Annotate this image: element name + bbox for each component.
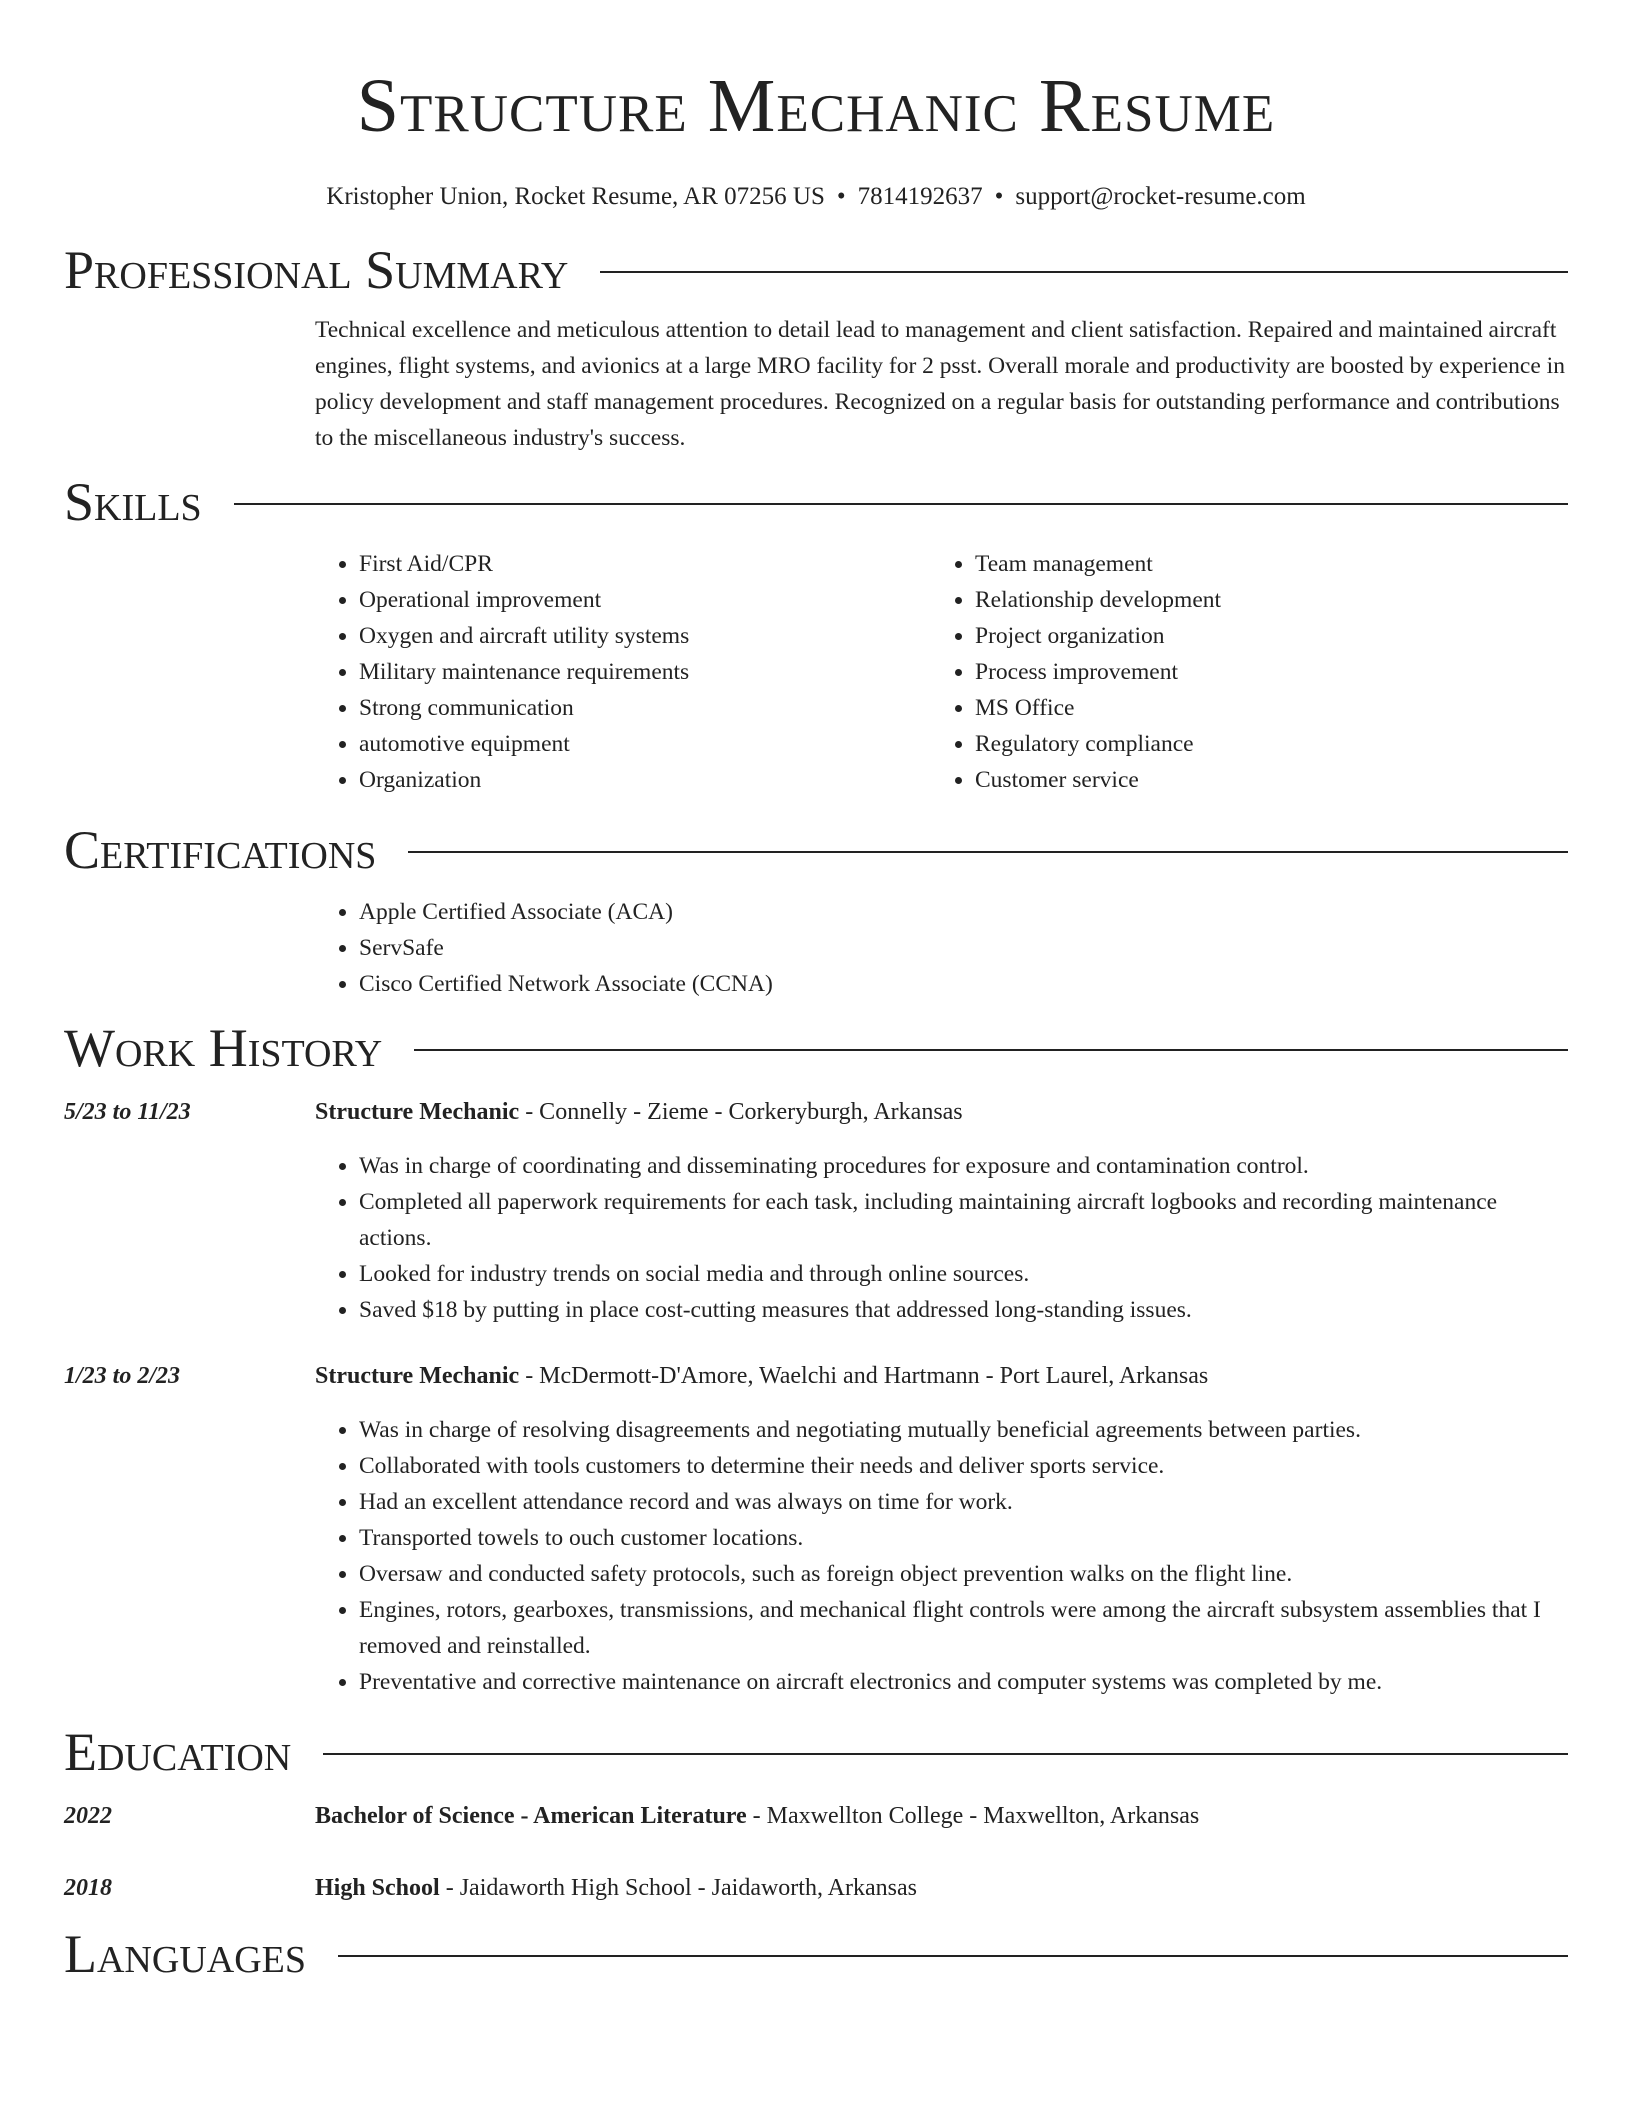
education-year: 2018 (64, 1875, 112, 1901)
contact-separator: • (836, 183, 846, 210)
skills-column-right (931, 546, 1547, 798)
languages-section (64, 1922, 1568, 1986)
certifications-list-wrap (315, 894, 1568, 1002)
certification-item: • ServSafe (359, 930, 1568, 966)
skills-list-left (315, 546, 931, 798)
skills-heading: Skills (64, 472, 202, 532)
summary-header (64, 238, 1568, 302)
skill-item: • Relationship development (975, 582, 1547, 618)
section-divider (408, 851, 1568, 853)
certifications-heading: Certifications (64, 820, 377, 880)
job-bullet: • Had an excellent attendance record and was always on time for work. (359, 1484, 1568, 1520)
work-history-header (64, 1016, 1568, 1080)
skill-item: • Regulatory compliance (975, 726, 1547, 762)
skills-header (64, 470, 1568, 534)
skill-item: • Process improvement (975, 654, 1547, 690)
summary-section (64, 238, 1568, 456)
job-bullet: • Was in charge of coordinating and disseminating procedures for exposure and contamination control. (359, 1148, 1568, 1184)
contact-address: Kristopher Union, Rocket Resume, AR 07256 US (326, 183, 825, 210)
job-bullet: • Completed all paperwork requirements for each task, including maintaining aircraft logbooks and recording maintenance actions. (359, 1184, 1568, 1256)
job-bullet: • Looked for industry trends on social media and through online sources. (359, 1256, 1568, 1292)
certification-item: • Apple Certified Associate (ACA) (359, 894, 1568, 930)
section-divider (600, 271, 1568, 273)
job-body (315, 1094, 1568, 1328)
skill-item: • Military maintenance requirements (359, 654, 931, 690)
job-title: Structure Mechanic (315, 1099, 520, 1125)
education-heading-line (315, 1870, 917, 1906)
skill-item: • Customer service (975, 762, 1547, 798)
education-entry (64, 1798, 1568, 1834)
job-title: Structure Mechanic (315, 1363, 520, 1389)
skills-section (64, 470, 1568, 798)
contact-email: support@rocket-resume.com (1015, 183, 1306, 210)
job-bullet: • Oversaw and conducted safety protocols, such as foreign object prevention walks on the flight line. (359, 1556, 1568, 1592)
work-history-heading: Work History (64, 1018, 383, 1078)
skill-item: • MS Office (975, 690, 1547, 726)
skills-grid (315, 546, 1568, 798)
job-bullet: • Preventative and corrective maintenance on aircraft electronics and computer systems was completed by me. (359, 1664, 1568, 1700)
skill-item: • Strong communication (359, 690, 931, 726)
education-entry (64, 1870, 1568, 1906)
education-school: - Maxwellton College - Maxwellton, Arkansas (746, 1803, 1200, 1829)
job-employer: - Connelly - Zieme - Corkeryburgh, Arkansas (519, 1099, 963, 1125)
education-school: - Jaidaworth High School - Jaidaworth, Arkansas (439, 1875, 917, 1901)
job-entry (64, 1358, 1568, 1700)
job-bullet: • Collaborated with tools customers to determine their needs and deliver sports service. (359, 1448, 1568, 1484)
section-divider (323, 1753, 1568, 1755)
contact-phone: 7814192637 (857, 183, 983, 210)
education-heading-line (315, 1798, 1199, 1834)
section-divider (338, 1955, 1568, 1957)
skill-item: • automotive equipment (359, 726, 931, 762)
skill-item: • Organization (359, 762, 931, 798)
education-header (64, 1720, 1568, 1784)
job-heading (315, 1358, 1568, 1394)
summary-text: Technical excellence and meticulous attention to detail lead to management and client satisfaction. Repaired and maintained aircraft engines, flight systems, and avionics at a large MRO facility for 2 psst. Overall morale and productivity are boosted by experience in policy development and staff management procedures. Recognized on a regular basis for outstanding performance and contributions to the miscellaneous industry's success. (315, 317, 1565, 451)
education-heading: Education (64, 1722, 292, 1782)
job-bullet: • Transported towels to ouch customer locations. (359, 1520, 1568, 1556)
section-divider (234, 503, 1568, 505)
skill-item: • Project organization (975, 618, 1547, 654)
job-bullet: • Was in charge of resolving disagreements and negotiating mutually beneficial agreements between parties. (359, 1412, 1568, 1448)
certifications-section (64, 818, 1568, 1002)
education-year: 2022 (64, 1803, 112, 1829)
skill-item: • Oxygen and aircraft utility systems (359, 618, 931, 654)
job-bullets (315, 1412, 1568, 1700)
skill-item: • Operational improvement (359, 582, 931, 618)
job-bullet: • Engines, rotors, gearboxes, transmissions, and mechanical flight controls were among the aircraft subsystem assemblies that I removed and reinstalled. (359, 1592, 1568, 1664)
job-dates: 1/23 to 2/23 (64, 1363, 181, 1389)
education-degree: Bachelor of Science - American Literature (315, 1803, 747, 1829)
job-heading (315, 1094, 1568, 1130)
skill-item: • First Aid/CPR (359, 546, 931, 582)
skills-column-left (315, 546, 931, 798)
certifications-header (64, 818, 1568, 882)
summary-heading: Professional Summary (64, 240, 569, 300)
languages-header (64, 1922, 1568, 1986)
languages-heading: Languages (64, 1924, 306, 1984)
resume-title: Structure Mechanic Resume (356, 64, 1276, 148)
skill-item: • Team management (975, 546, 1547, 582)
job-body (315, 1358, 1568, 1700)
job-entry (64, 1094, 1568, 1328)
certifications-list (315, 894, 1568, 1002)
job-bullet: • Saved $18 by putting in place cost-cutting measures that addressed long-standing issues. (359, 1292, 1568, 1328)
job-bullets (315, 1148, 1568, 1328)
contact-separator: • (994, 183, 1004, 210)
job-employer: - McDermott-D'Amore, Waelchi and Hartmann - Port Laurel, Arkansas (519, 1363, 1209, 1389)
work-history-section (64, 1016, 1568, 1700)
skills-list-right (931, 546, 1547, 798)
section-divider (414, 1049, 1568, 1051)
contact-line (64, 182, 1568, 212)
certification-item: • Cisco Certified Network Associate (CCNA) (359, 966, 1568, 1002)
education-section (64, 1720, 1568, 1906)
education-degree: High School (315, 1875, 440, 1901)
job-dates: 5/23 to 11/23 (64, 1099, 191, 1125)
